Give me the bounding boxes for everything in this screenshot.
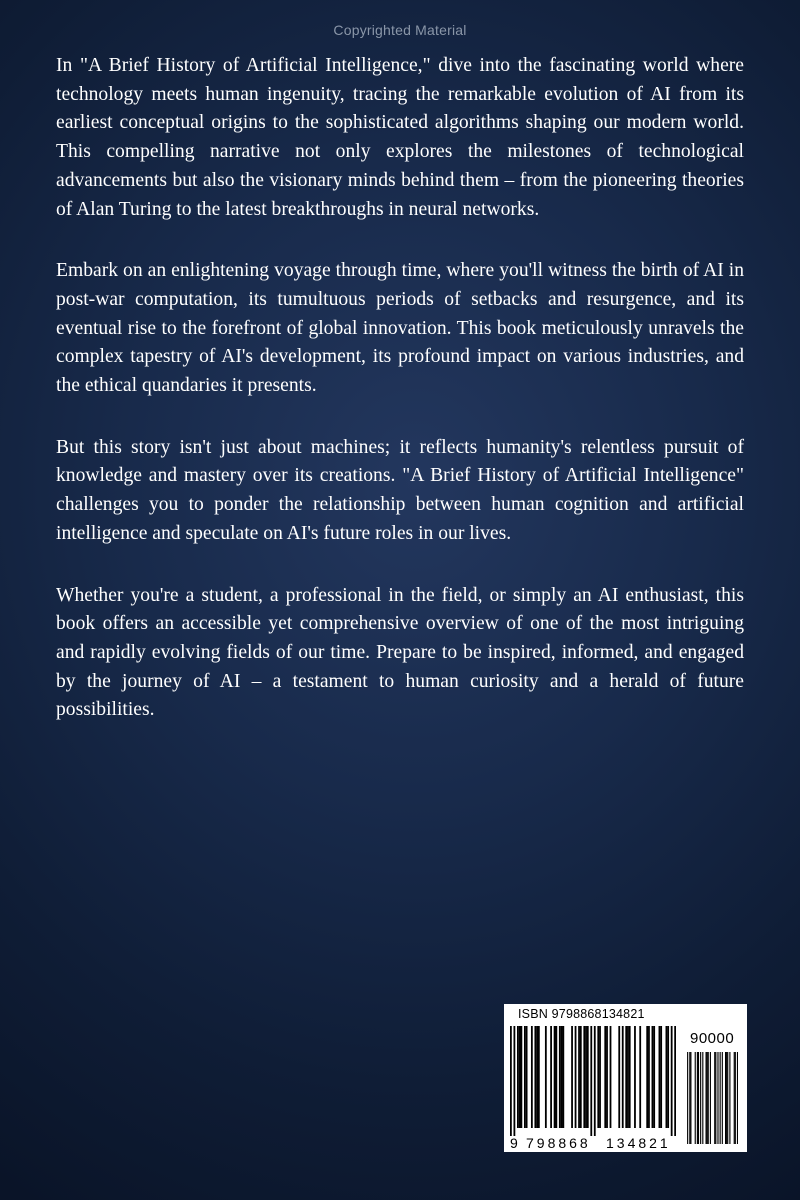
barcode-bar (559, 1026, 561, 1128)
barcode-digits (504, 1135, 684, 1151)
addon-bar (722, 1052, 723, 1144)
addon-bar (689, 1052, 690, 1144)
addon-bar (729, 1052, 730, 1144)
addon-bar (717, 1052, 718, 1144)
blurb-paragraph-2: Embark on an enlightening voyage through time, where you'll witness the birth of AI in post-war computation, its tumultuous periods of setbacks and resurgence, and its eventual rise to the forefront of global innovation. This book meticulously unravels the complex tapestry of AI's development, its profound impact on various industries, and the ethical quandaries it presents. (56, 260, 744, 397)
blurb-paragraph-1: In "A Brief History of Artificial Intelligence," dive into the fascinating world where technology meets human ingenuity, tracing the remarkable evolution of AI from its earliest conceptual origins to the sophisticated algorithms shaping our modern world. This compelling narrative not only explores the milestones of technological advancements but also the visionary minds behind them – from the pioneering theories of Alan Turing to the latest breakthroughs in neural networks. (56, 55, 744, 220)
barcode-bar (604, 1026, 606, 1128)
barcode-digits-right: 134821 (606, 1135, 671, 1151)
addon-bar (700, 1052, 701, 1144)
barcode-bar (517, 1026, 519, 1128)
barcode-bar (629, 1026, 631, 1128)
barcode-bar (627, 1026, 629, 1128)
blurb-paragraph-3: But this story isn't just about machines; it reflects humanity's relentless pursuit of knowledge and mastery over its creations. "A Brief History of Artificial Intelligence" challenges you to ponder the relationship between human cognition and artificial intelligence and speculate on AI's future roles in our lives. (56, 436, 744, 544)
barcode-bar (526, 1026, 528, 1128)
barcode-bar (610, 1026, 612, 1128)
addon-bar (714, 1052, 715, 1144)
barcode-bar (583, 1026, 585, 1128)
barcode-bar (653, 1026, 655, 1128)
barcode-bar (671, 1026, 673, 1136)
addon-bar (735, 1052, 736, 1144)
barcode-bar (590, 1026, 592, 1136)
ean13-barcode-icon (510, 1026, 676, 1136)
barcode-bar (561, 1026, 563, 1128)
barcode-bar (519, 1026, 521, 1128)
barcode-bar (606, 1026, 608, 1128)
back-cover-blurb (56, 52, 744, 758)
addon-bar (687, 1052, 688, 1144)
barcode-bar (585, 1026, 587, 1128)
barcode-bar (534, 1026, 536, 1128)
addon-bar (734, 1052, 735, 1144)
barcode-bar (625, 1026, 627, 1128)
barcode-bar (545, 1026, 547, 1128)
addon-bar (710, 1052, 711, 1144)
barcode-bar (622, 1026, 624, 1128)
barcode-bar (571, 1026, 573, 1128)
barcode-digits-left: 798868 (526, 1135, 591, 1151)
barcode-bar (562, 1026, 564, 1128)
barcode-bar (531, 1026, 533, 1128)
barcode-bar (536, 1026, 538, 1128)
addon-bar (726, 1052, 727, 1144)
addon-bar (737, 1052, 738, 1144)
addon-bar (706, 1052, 707, 1144)
addon-bar (702, 1052, 703, 1144)
barcode-bar (578, 1026, 580, 1128)
addon-bar (715, 1052, 716, 1144)
addon-bar (727, 1052, 728, 1144)
copyright-watermark-top: Copyrighted Material (333, 22, 467, 38)
barcode-bar (646, 1026, 648, 1128)
barcode-bar (524, 1026, 526, 1128)
barcode-bar (510, 1026, 512, 1136)
barcode-bar (520, 1026, 522, 1128)
barcode-bar (634, 1026, 636, 1128)
barcode-bar (660, 1026, 662, 1128)
barcode-digit-first: 9 (510, 1135, 518, 1151)
addon-bar (697, 1052, 698, 1144)
barcode-bar (587, 1026, 589, 1128)
barcode-bar (538, 1026, 540, 1128)
addon-bar (708, 1052, 709, 1144)
addon-bar (690, 1052, 691, 1144)
barcode-bar (597, 1026, 599, 1128)
addon-bar (698, 1052, 699, 1144)
addon-bar (707, 1052, 708, 1144)
barcode-bar (575, 1026, 577, 1128)
barcode-bar (599, 1026, 601, 1128)
addon-bar (725, 1052, 726, 1144)
barcode-bar (652, 1026, 654, 1128)
barcode-bar (674, 1026, 676, 1136)
price-code: 90000 (690, 1030, 735, 1047)
barcode-bar (550, 1026, 552, 1128)
barcode-bar (580, 1026, 582, 1128)
barcode-bar (555, 1026, 557, 1128)
barcode-bar (594, 1026, 596, 1136)
barcode-bar (666, 1026, 668, 1128)
barcode-bar (639, 1026, 641, 1128)
isbn-barcode-box (504, 1004, 747, 1152)
barcode-bar (659, 1026, 661, 1128)
barcode-bar (648, 1026, 650, 1128)
isbn-label: ISBN 9798868134821 (518, 1007, 645, 1021)
barcode-bar (554, 1026, 556, 1128)
blurb-paragraph-4: Whether you're a student, a professional in the field, or simply an AI enthusiast, this book offers an accessible yet comprehensive overview of one of the most intriguing and rapidly evolving fields of our time. Prepare to be inspired, informed, and engaged by the journey of AI – a testament to human curiosity and a herald of future possibilities. (56, 584, 744, 721)
addon-barcode-icon (686, 1052, 738, 1144)
barcode-bar (618, 1026, 620, 1128)
barcode-bar (513, 1026, 515, 1136)
addon-bar (720, 1052, 721, 1144)
addon-bar (695, 1052, 696, 1144)
barcode-bar (667, 1026, 669, 1128)
